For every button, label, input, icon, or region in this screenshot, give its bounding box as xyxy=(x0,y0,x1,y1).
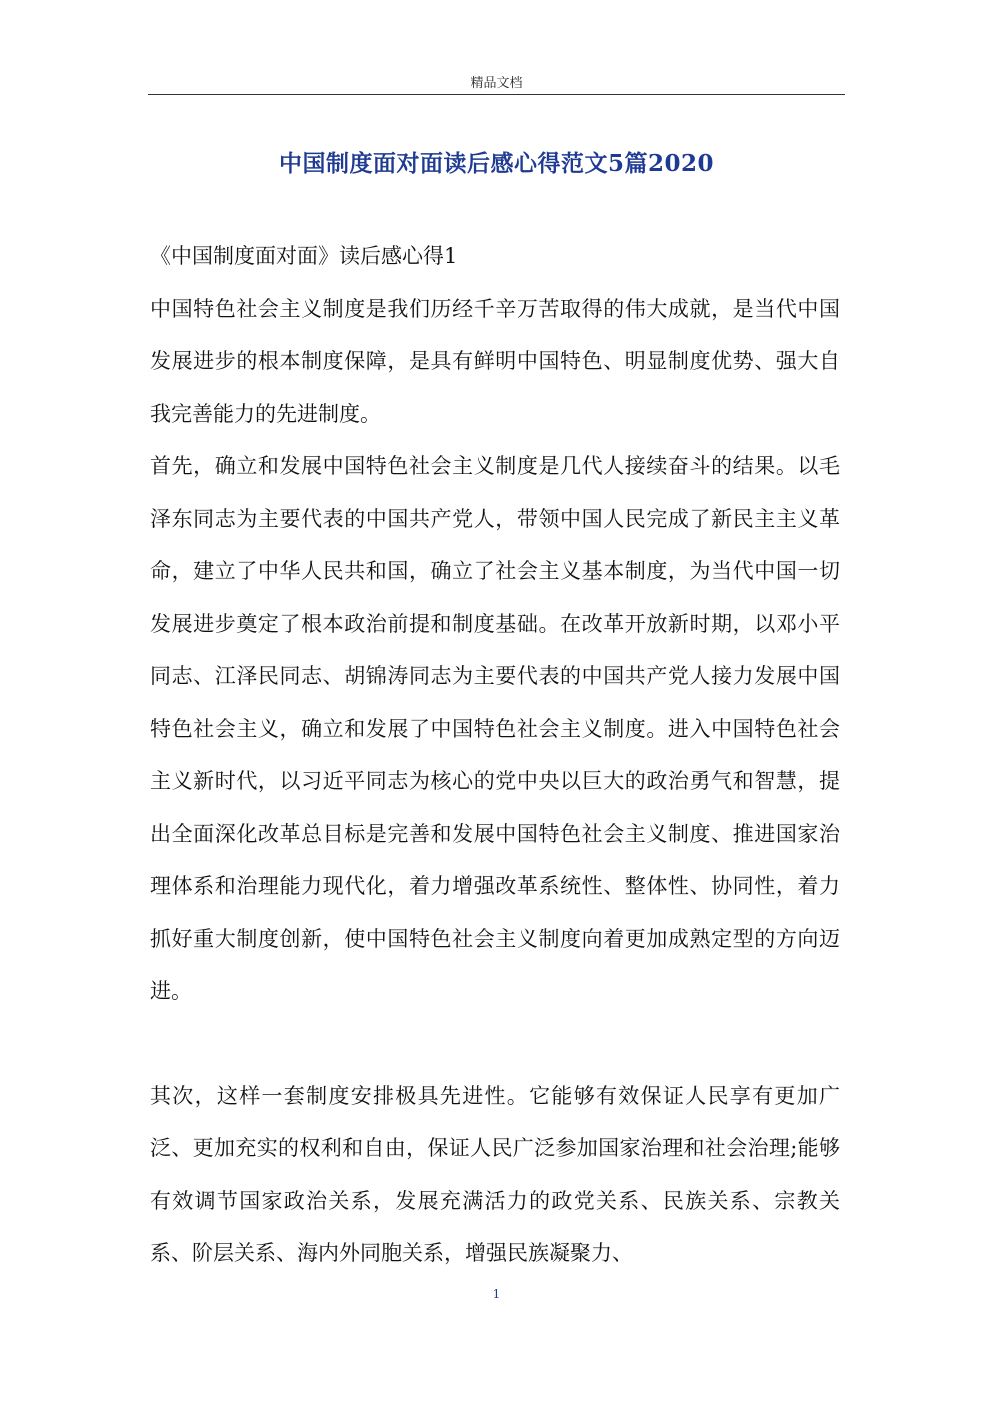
section-heading: 《中国制度面对面》读后感心得1 xyxy=(150,244,458,268)
page-header: 精品文档 xyxy=(470,76,523,91)
paragraph-second-point: 其次，这样一套制度安排极具先进性。它能够有效保证人民享有更加广泛、更加充实的权利和自由，保证人民广泛参加国家治理和社会治理;能够有效调节国家政治关系，发展充满活力的政党关系、民族关系、宗教关系、阶层关系、海内外同胞关系，增强民族凝聚力、 xyxy=(150,1083,840,1265)
page-number: 1 xyxy=(492,1287,501,1301)
document-title: 中国制度面对面读后感心得范文5篇2020 xyxy=(278,150,715,178)
header-divider xyxy=(148,94,845,95)
paragraph-first-point: 首先，确立和发展中国特色社会主义制度是几代人接续奋斗的结果。以毛泽东同志为主要代表的中国共产党人，带领中国人民完成了新民主主义革命，建立了中华人民共和国，确立了社会主义基本制度，为当代中国一切发展进步奠定了根本政治前提和制度基础。在改革开放新时期，以邓小平同志、江泽民同志、胡锦涛同志为主要代表的中国共产党人接力发展中国特色社会主义，确立和发展了中国特色社会主义制度。进入中国特色社会主义新时代，以习近平同志为核心的党中央以巨大的政治勇气和智慧，提出全面深化改革总目标是完善和发展中国特色社会主义制度、推进国家治理体系和治理能力现代化，着力增强改革系统性、整体性、协同性，着力抓好重大制度创新，使中国特色社会主义制度向着更加成熟定型的方向迈进。 xyxy=(150,454,840,1003)
paragraph-intro: 中国特色社会主义制度是我们历经千辛万苦取得的伟大成就，是当代中国发展进步的根本制度保障，是具有鲜明中国特色、明显制度优势、强大自我完善能力的先进制度。 xyxy=(150,296,840,426)
paragraph-spacer xyxy=(150,1018,840,1070)
document-body xyxy=(150,230,840,1280)
